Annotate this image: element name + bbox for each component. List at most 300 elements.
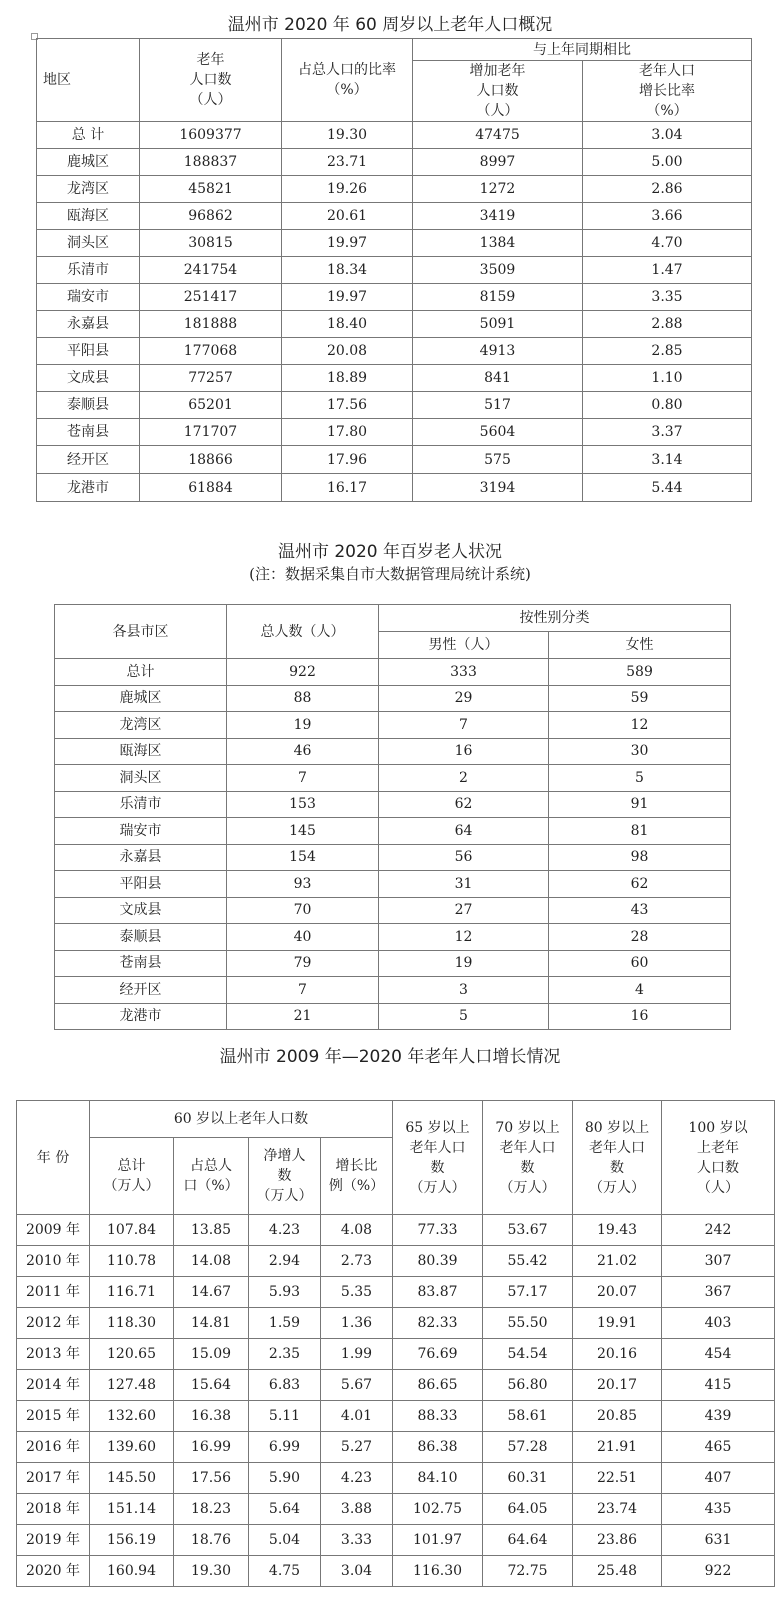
table-cell: 2018 年	[17, 1494, 90, 1525]
table-cell: 43	[549, 897, 731, 924]
table-cell: 154	[227, 844, 379, 871]
table-cell: 4.23	[249, 1215, 321, 1246]
table-cell: 2014 年	[17, 1370, 90, 1401]
table-cell: 8159	[413, 284, 583, 311]
table-cell: 5	[379, 1003, 549, 1030]
table-cell: 40	[227, 924, 379, 951]
table-row	[37, 284, 752, 311]
table-cell: 181888	[140, 311, 282, 338]
table-cell: 16.38	[174, 1401, 249, 1432]
table-cell: 1272	[413, 176, 583, 203]
table-cell: 苍南县	[37, 419, 140, 446]
table-cell: 2016 年	[17, 1432, 90, 1463]
table-cell: 3419	[413, 203, 583, 230]
table2-note: (注：数据采集自市大数据管理局统计系统)	[249, 565, 531, 583]
table-cell: 64.64	[483, 1525, 573, 1556]
table-cell: 2.86	[583, 176, 752, 203]
table-row	[37, 230, 752, 257]
table-row	[17, 1215, 775, 1246]
table-cell: 101.97	[393, 1525, 483, 1556]
table-cell: 110.78	[90, 1246, 174, 1277]
table-cell: 575	[413, 446, 583, 474]
table-cell: 4	[549, 977, 731, 1004]
header-by-gender: 按性别分类	[379, 605, 731, 632]
header-net-increase: 净增人 数 （万人）	[249, 1138, 321, 1215]
table-cell: 1609377	[140, 122, 282, 149]
table-cell: 5.93	[249, 1277, 321, 1308]
table-cell: 永嘉县	[37, 311, 140, 338]
table-cell: 60	[549, 950, 731, 977]
header-growth-rate: 老年人口 增长比率 （%）	[583, 61, 752, 122]
table-cell: 20.08	[282, 338, 413, 365]
table-cell: 86.38	[393, 1432, 483, 1463]
table-cell: 19.26	[282, 176, 413, 203]
table-row	[17, 1401, 775, 1432]
table-cell: 96862	[140, 203, 282, 230]
table-cell: 平阳县	[37, 338, 140, 365]
table-cell: 5.11	[249, 1401, 321, 1432]
table-cell: 922	[227, 659, 379, 686]
table-cell: 龙港市	[37, 474, 140, 502]
header-elderly-population: 老年 人口数 （人）	[140, 39, 282, 122]
table-cell: 23.86	[573, 1525, 662, 1556]
table-cell: 7	[379, 712, 549, 739]
table-cell: 59	[549, 685, 731, 712]
table-cell: 415	[662, 1370, 775, 1401]
table-cell: 13.85	[174, 1215, 249, 1246]
table-cell: 龙湾区	[55, 712, 227, 739]
table-row	[17, 1339, 775, 1370]
table-cell: 17.80	[282, 419, 413, 446]
table-cell: 18.34	[282, 257, 413, 284]
table-cell: 瓯海区	[55, 738, 227, 765]
table-cell: 18.76	[174, 1525, 249, 1556]
table-cell: 16.99	[174, 1432, 249, 1463]
table-cell: 30	[549, 738, 731, 765]
table-cell: 80.39	[393, 1246, 483, 1277]
header-total: 总计 （万人）	[90, 1138, 174, 1215]
table-cell: 55.50	[483, 1308, 573, 1339]
table-cell: 64	[379, 818, 549, 845]
table-row	[55, 712, 731, 739]
table3-header-row	[17, 1101, 775, 1138]
table3-title: 温州市 2009 年—2020 年老年人口增长情况	[219, 1047, 561, 1067]
table-cell: 70	[227, 897, 379, 924]
table-cell: 3.04	[321, 1556, 393, 1587]
table-cell: 58.61	[483, 1401, 573, 1432]
table-cell: 1.99	[321, 1339, 393, 1370]
table-cell: 16	[379, 738, 549, 765]
table-cell: 龙湾区	[37, 176, 140, 203]
table-cell: 文成县	[37, 365, 140, 392]
table-row	[37, 419, 752, 446]
table-cell: 21.91	[573, 1432, 662, 1463]
table-cell: 403	[662, 1308, 775, 1339]
table-cell: 2017 年	[17, 1463, 90, 1494]
table-row	[37, 446, 752, 474]
table-cell: 76.69	[393, 1339, 483, 1370]
table-cell: 2013 年	[17, 1339, 90, 1370]
table-cell: 18.89	[282, 365, 413, 392]
table-row	[55, 738, 731, 765]
table-cell: 57.28	[483, 1432, 573, 1463]
table1-elderly-overview	[36, 38, 752, 502]
table-cell: 16	[549, 1003, 731, 1030]
table-row	[37, 257, 752, 284]
table-cell: 19.30	[174, 1556, 249, 1587]
table-cell: 3.88	[321, 1494, 393, 1525]
table-row	[17, 1432, 775, 1463]
table-cell: 19.91	[573, 1308, 662, 1339]
table-cell: 88.33	[393, 1401, 483, 1432]
table-cell: 21	[227, 1003, 379, 1030]
table-cell: 145.50	[90, 1463, 174, 1494]
table-cell: 77.33	[393, 1215, 483, 1246]
table-cell: 120.65	[90, 1339, 174, 1370]
table-cell: 经开区	[37, 446, 140, 474]
table-cell: 4.23	[321, 1463, 393, 1494]
table-cell: 27	[379, 897, 549, 924]
table-cell: 2.35	[249, 1339, 321, 1370]
table-cell: 2009 年	[17, 1215, 90, 1246]
table-row	[37, 122, 752, 149]
table-cell: 2012 年	[17, 1308, 90, 1339]
table-cell: 4.08	[321, 1215, 393, 1246]
table-cell: 乐清市	[37, 257, 140, 284]
header-region: 地区	[37, 39, 140, 122]
table-row	[17, 1308, 775, 1339]
table-cell: 19	[379, 950, 549, 977]
table-row	[17, 1277, 775, 1308]
table-cell: 20.61	[282, 203, 413, 230]
table-cell: 19.97	[282, 284, 413, 311]
table-cell: 3.66	[583, 203, 752, 230]
table-cell: 19.30	[282, 122, 413, 149]
table-cell: 116.30	[393, 1556, 483, 1587]
table-cell: 6.83	[249, 1370, 321, 1401]
table-cell: 20.85	[573, 1401, 662, 1432]
table-cell: 517	[413, 392, 583, 419]
table-cell: 18866	[140, 446, 282, 474]
table-cell: 17.56	[174, 1463, 249, 1494]
table-row	[37, 176, 752, 203]
table-cell: 文成县	[55, 897, 227, 924]
table-cell: 922	[662, 1556, 775, 1587]
table-cell: 瑞安市	[37, 284, 140, 311]
table-cell: 145	[227, 818, 379, 845]
table-cell: 407	[662, 1463, 775, 1494]
table-cell: 2.73	[321, 1246, 393, 1277]
table-cell: 2020 年	[17, 1556, 90, 1587]
header-region: 各县市区	[55, 605, 227, 659]
table-cell: 2019 年	[17, 1525, 90, 1556]
table2-centenarians	[54, 604, 731, 1030]
table-cell: 6.99	[249, 1432, 321, 1463]
table-cell: 160.94	[90, 1556, 174, 1587]
header-total: 总人数（人）	[227, 605, 379, 659]
table-cell: 瑞安市	[55, 818, 227, 845]
header-increase: 增加老年 人口数 （人）	[413, 61, 583, 122]
header-female: 女性	[549, 632, 731, 659]
table-cell: 30815	[140, 230, 282, 257]
table-cell: 60.31	[483, 1463, 573, 1494]
table-cell: 242	[662, 1215, 775, 1246]
table-cell: 19	[227, 712, 379, 739]
table-cell: 91	[549, 791, 731, 818]
table-cell: 5.27	[321, 1432, 393, 1463]
table-cell: 28	[549, 924, 731, 951]
table-cell: 589	[549, 659, 731, 686]
table-cell: 25.48	[573, 1556, 662, 1587]
header-80plus: 80 岁以上 老年人口 数 （万人）	[573, 1101, 662, 1215]
table-cell: 55.42	[483, 1246, 573, 1277]
header-male: 男性（人）	[379, 632, 549, 659]
table-row	[37, 149, 752, 176]
header-100plus: 100 岁以 上老年 人口数 （人）	[662, 1101, 775, 1215]
table-row	[17, 1370, 775, 1401]
table-row	[55, 871, 731, 898]
table-cell: 龙港市	[55, 1003, 227, 1030]
table-cell: 77257	[140, 365, 282, 392]
table-cell: 5.35	[321, 1277, 393, 1308]
table-cell: 洞头区	[55, 765, 227, 792]
table-row	[55, 1003, 731, 1030]
table-cell: 1.59	[249, 1308, 321, 1339]
table-cell: 3.14	[583, 446, 752, 474]
table-cell: 19.97	[282, 230, 413, 257]
table-cell: 333	[379, 659, 549, 686]
table-cell: 乐清市	[55, 791, 227, 818]
table-cell: 洞头区	[37, 230, 140, 257]
table-cell: 18.40	[282, 311, 413, 338]
header-share: 占总人 口（%）	[174, 1138, 249, 1215]
table-cell: 14.81	[174, 1308, 249, 1339]
table-cell: 251417	[140, 284, 282, 311]
header-70plus: 70 岁以上 老年人口 数 （万人）	[483, 1101, 573, 1215]
table-cell: 12	[379, 924, 549, 951]
table-cell: 188837	[140, 149, 282, 176]
table-cell: 3194	[413, 474, 583, 502]
table-cell: 2010 年	[17, 1246, 90, 1277]
table-cell: 4.01	[321, 1401, 393, 1432]
table-cell: 56	[379, 844, 549, 871]
table-cell: 93	[227, 871, 379, 898]
table-row	[37, 392, 752, 419]
table-cell: 61884	[140, 474, 282, 502]
header-65plus: 65 岁以上 老年人口 数 （万人）	[393, 1101, 483, 1215]
table1-header-row	[37, 39, 752, 61]
table-cell: 14.08	[174, 1246, 249, 1277]
table-row	[37, 365, 752, 392]
table-cell: 116.71	[90, 1277, 174, 1308]
table-cell: 241754	[140, 257, 282, 284]
table-cell: 139.60	[90, 1432, 174, 1463]
table-cell: 5.90	[249, 1463, 321, 1494]
table-cell: 1.10	[583, 365, 752, 392]
table-cell: 127.48	[90, 1370, 174, 1401]
table-cell: 86.65	[393, 1370, 483, 1401]
table-cell: 454	[662, 1339, 775, 1370]
table-cell: 83.87	[393, 1277, 483, 1308]
table-cell: 1.47	[583, 257, 752, 284]
table-cell: 72.75	[483, 1556, 573, 1587]
table-row	[55, 950, 731, 977]
table-cell: 54.54	[483, 1339, 573, 1370]
table-row	[55, 818, 731, 845]
table-cell: 7	[227, 977, 379, 1004]
table2-title: 温州市 2020 年百岁老人状况	[277, 542, 503, 562]
table2-header-row	[55, 605, 731, 632]
table-cell: 62	[379, 791, 549, 818]
table-cell: 57.17	[483, 1277, 573, 1308]
table-cell: 16.17	[282, 474, 413, 502]
table-cell: 1.36	[321, 1308, 393, 1339]
table-cell: 132.60	[90, 1401, 174, 1432]
table-cell: 5	[549, 765, 731, 792]
table-row	[55, 977, 731, 1004]
table-cell: 3.35	[583, 284, 752, 311]
table-cell: 465	[662, 1432, 775, 1463]
table-cell: 151.14	[90, 1494, 174, 1525]
table-cell: 65201	[140, 392, 282, 419]
table-cell: 5.00	[583, 149, 752, 176]
table-row	[37, 338, 752, 365]
table-row	[17, 1525, 775, 1556]
table-cell: 177068	[140, 338, 282, 365]
table-cell: 15.09	[174, 1339, 249, 1370]
table-cell: 鹿城区	[55, 685, 227, 712]
table-row	[55, 844, 731, 871]
header-60plus-group: 60 岁以上老年人口数	[90, 1101, 393, 1138]
table-row	[37, 474, 752, 502]
table-cell: 5091	[413, 311, 583, 338]
table-cell: 3.33	[321, 1525, 393, 1556]
table-cell: 瓯海区	[37, 203, 140, 230]
table1-title: 温州市 2020 年 60 周岁以上老年人口概况	[227, 15, 553, 35]
table-cell: 29	[379, 685, 549, 712]
table-cell: 53.67	[483, 1215, 573, 1246]
table-row	[55, 791, 731, 818]
table3-growth	[16, 1100, 775, 1587]
table-cell: 8997	[413, 149, 583, 176]
table-row	[17, 1556, 775, 1587]
table-cell: 18.23	[174, 1494, 249, 1525]
table-cell: 3	[379, 977, 549, 1004]
table-cell: 2.94	[249, 1246, 321, 1277]
table-cell: 5.44	[583, 474, 752, 502]
table-cell: 439	[662, 1401, 775, 1432]
table-cell: 2015 年	[17, 1401, 90, 1432]
table-cell: 20.17	[573, 1370, 662, 1401]
table-cell: 81	[549, 818, 731, 845]
table-cell: 总计	[55, 659, 227, 686]
header-growth: 增长比 例（%）	[321, 1138, 393, 1215]
table-cell: 46	[227, 738, 379, 765]
table-cell: 23.71	[282, 149, 413, 176]
table-cell: 0.80	[583, 392, 752, 419]
table-cell: 2.85	[583, 338, 752, 365]
table-cell: 2.88	[583, 311, 752, 338]
table-cell: 永嘉县	[55, 844, 227, 871]
table-cell: 5604	[413, 419, 583, 446]
table-cell: 62	[549, 871, 731, 898]
header-year: 年 份	[17, 1101, 90, 1215]
table-cell: 3509	[413, 257, 583, 284]
table-cell: 经开区	[55, 977, 227, 1004]
table-cell: 98	[549, 844, 731, 871]
table-cell: 5.67	[321, 1370, 393, 1401]
table-row	[55, 659, 731, 686]
table-cell: 3.37	[583, 419, 752, 446]
table-row	[17, 1463, 775, 1494]
table-cell: 总 计	[37, 122, 140, 149]
table-cell: 435	[662, 1494, 775, 1525]
table-cell: 31	[379, 871, 549, 898]
table-cell: 4.70	[583, 230, 752, 257]
table-cell: 56.80	[483, 1370, 573, 1401]
table-cell: 64.05	[483, 1494, 573, 1525]
table-cell: 7	[227, 765, 379, 792]
table-cell: 22.51	[573, 1463, 662, 1494]
table-cell: 153	[227, 791, 379, 818]
table-cell: 47475	[413, 122, 583, 149]
table-cell: 5.64	[249, 1494, 321, 1525]
table-cell: 21.02	[573, 1246, 662, 1277]
table-cell: 2	[379, 765, 549, 792]
table-cell: 84.10	[393, 1463, 483, 1494]
table-cell: 1384	[413, 230, 583, 257]
table-cell: 4913	[413, 338, 583, 365]
table-cell: 156.19	[90, 1525, 174, 1556]
table-cell: 泰顺县	[37, 392, 140, 419]
table-cell: 17.56	[282, 392, 413, 419]
table-cell: 631	[662, 1525, 775, 1556]
table-cell: 2011 年	[17, 1277, 90, 1308]
table-row	[37, 203, 752, 230]
table-cell: 17.96	[282, 446, 413, 474]
table-cell: 20.07	[573, 1277, 662, 1308]
table-cell: 367	[662, 1277, 775, 1308]
table-cell: 鹿城区	[37, 149, 140, 176]
table-cell: 307	[662, 1246, 775, 1277]
table-cell: 苍南县	[55, 950, 227, 977]
header-yoy-group: 与上年同期相比	[413, 39, 752, 61]
table-row	[37, 311, 752, 338]
header-population-ratio: 占总人口的比率 （%）	[282, 39, 413, 122]
table-cell: 20.16	[573, 1339, 662, 1370]
table-cell: 19.43	[573, 1215, 662, 1246]
table-row	[17, 1494, 775, 1525]
table-cell: 3.04	[583, 122, 752, 149]
table-cell: 5.04	[249, 1525, 321, 1556]
table-row	[55, 685, 731, 712]
table-cell: 841	[413, 365, 583, 392]
table-row	[55, 897, 731, 924]
table-cell: 107.84	[90, 1215, 174, 1246]
table-cell: 171707	[140, 419, 282, 446]
table-cell: 79	[227, 950, 379, 977]
table-cell: 12	[549, 712, 731, 739]
table-cell: 4.75	[249, 1556, 321, 1587]
table-cell: 88	[227, 685, 379, 712]
table-cell: 102.75	[393, 1494, 483, 1525]
table-row	[55, 765, 731, 792]
table-cell: 45821	[140, 176, 282, 203]
table-cell: 泰顺县	[55, 924, 227, 951]
table-row	[55, 924, 731, 951]
table-cell: 118.30	[90, 1308, 174, 1339]
table-cell: 82.33	[393, 1308, 483, 1339]
